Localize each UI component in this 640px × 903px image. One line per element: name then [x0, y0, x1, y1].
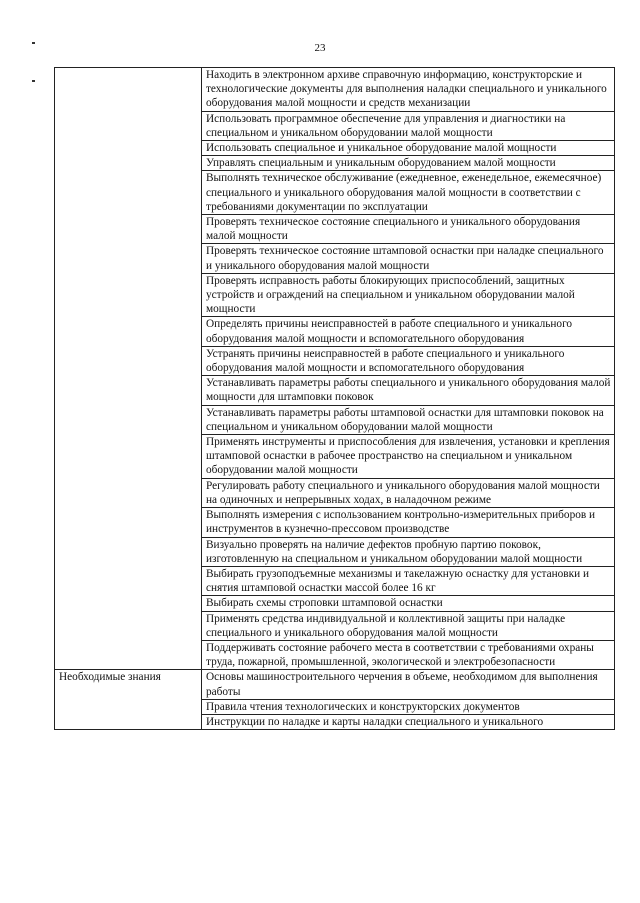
knowledge-label: Необходимые знания [55, 670, 202, 730]
knowledge-item: Основы машиностроительного черчения в объеме, необходимом для выполнения работы [202, 670, 615, 699]
skill-item: Устанавливать параметры работы штамповой оснастки для штамповки поковок на специальном и уникальном оборудовании малой мощности [202, 405, 615, 434]
table-row [55, 68, 615, 112]
skill-item: Находить в электронном архиве справочную информацию, конструкторские и технологические документы для выполнения наладки специального и уникального оборудования малой мощности и средств механизации [202, 68, 615, 112]
skill-item: Выбирать грузоподъемные механизмы и такелажную оснастку для установки и снятия штамповой оснастки массой более 16 кг [202, 566, 615, 595]
skills-label-cell [55, 68, 202, 670]
page-number: 23 [314, 42, 326, 54]
skill-item: Выбирать схемы строповки штамповой оснастки [202, 596, 615, 611]
skill-item: Регулировать работу специального и уникального оборудования малой мощности на одиночных и непрерывных ходах, в наладочном режиме [202, 478, 615, 507]
skill-item: Применять средства индивидуальной и коллективной защиты при наладке специального и уникального оборудования малой мощности [202, 611, 615, 640]
skill-item: Проверять исправность работы блокирующих приспособлений, защитных устройств и ограждений на специальном и уникальном оборудовании малой мощности [202, 273, 615, 317]
skill-item: Проверять техническое состояние специального и уникального оборудования малой мощности [202, 215, 615, 244]
scan-mark [32, 42, 35, 44]
requirements-table-body [55, 68, 615, 730]
skill-item: Проверять техническое состояние штамповой оснастки при наладке специального и уникального оборудования малой мощности [202, 244, 615, 273]
skill-item: Выполнять измерения с использованием контрольно-измерительных приборов и инструментов в кузнечно-прессовом производстве [202, 508, 615, 537]
scan-mark [32, 80, 35, 82]
skill-item: Выполнять техническое обслуживание (ежедневное, еженедельное, ежемесячное) специального и уникального оборудования малой мощности в соответствии с требованиями документации по эксплуатации [202, 171, 615, 215]
skill-item: Поддерживать состояние рабочего места в соответствии с требованиями охраны труда, пожарной, промышленной, экологической и электробезопасности [202, 640, 615, 669]
table-row [55, 670, 615, 699]
requirements-table [54, 67, 615, 730]
skill-item: Применять инструменты и приспособления для извлечения, установки и крепления штамповой оснастки в рабочее пространство на специальном и уникальном оборудовании малой мощности [202, 435, 615, 479]
skill-item: Определять причины неисправностей в работе специального и уникального оборудования малой мощности и вспомогательного оборудования [202, 317, 615, 346]
knowledge-item: Правила чтения технологических и конструкторских документов [202, 699, 615, 714]
skill-item: Устранять причины неисправностей в работе специального и уникального оборудования малой мощности и вспомогательного оборудования [202, 346, 615, 375]
skill-item: Использовать специальное и уникальное оборудование малой мощности [202, 141, 615, 156]
knowledge-item: Инструкции по наладке и карты наладки специального и уникального [202, 714, 615, 729]
skill-item: Использовать программное обеспечение для управления и диагностики на специальном и уникальном оборудовании малой мощности [202, 111, 615, 140]
skill-item: Устанавливать параметры работы специального и уникального оборудования малой мощности для штамповки поковок [202, 376, 615, 405]
skill-item: Управлять специальным и уникальным оборудованием малой мощности [202, 156, 615, 171]
skill-item: Визуально проверять на наличие дефектов пробную партию поковок, изготовленную на специальном и уникальном оборудовании малой мощности [202, 537, 615, 566]
